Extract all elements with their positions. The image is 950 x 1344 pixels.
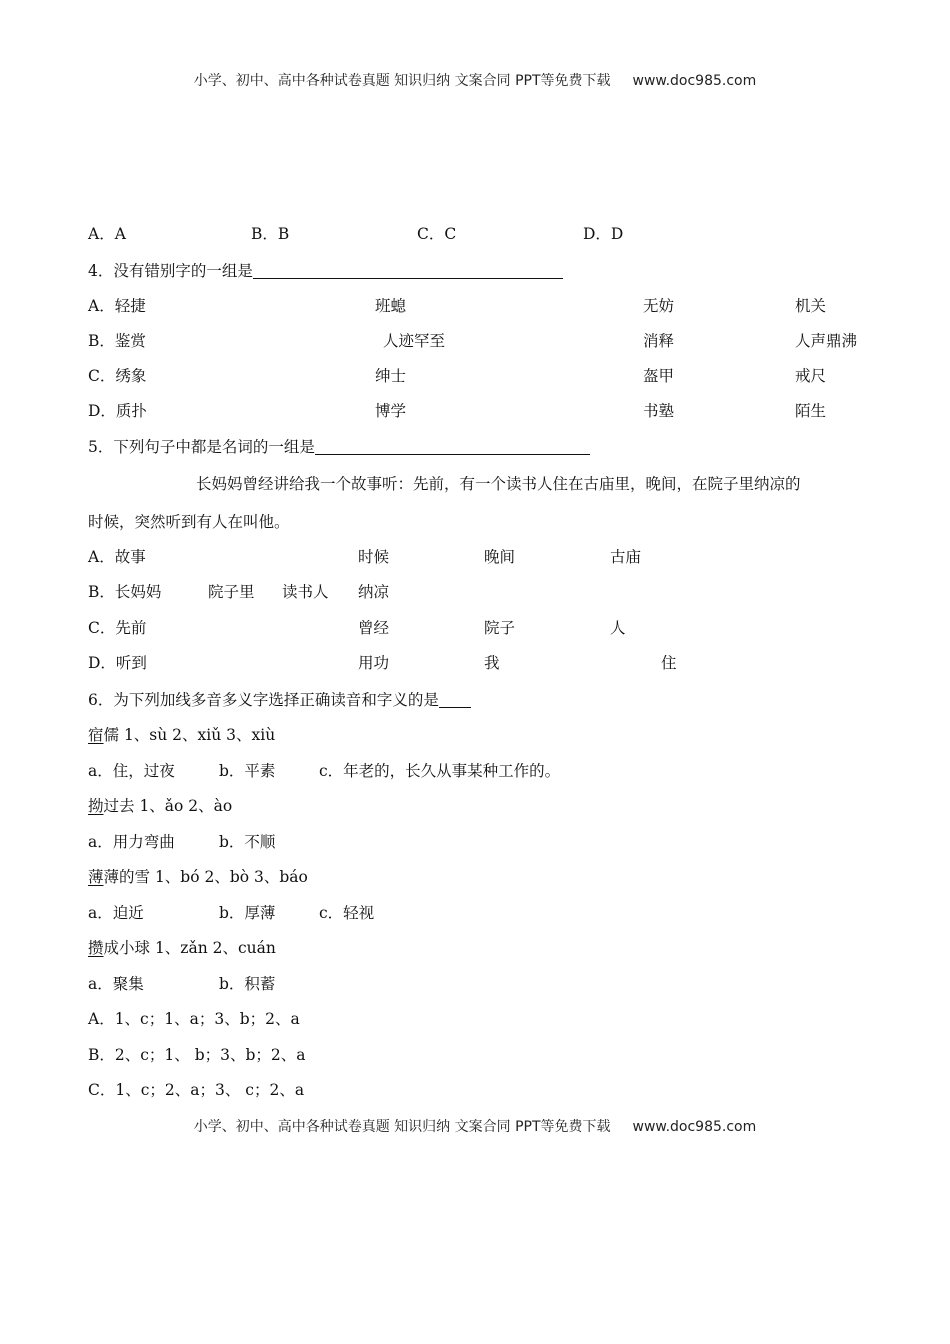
q6-answer-blank [439, 691, 471, 708]
q4-answer-blank [253, 262, 563, 279]
q3-option-b: B．B [251, 225, 290, 243]
q6-option-c: C．1、c；2、a；3、 c；2、a [88, 1081, 305, 1099]
header-site-link[interactable]: www.doc985.com [632, 73, 757, 89]
q6-item-4-char: 攒 [88, 939, 104, 957]
q5-passage-line1: 长妈妈曾经讲给我一个故事听：先前，有一个读书人住在古庙里，晚间，在院子里纳凉的 [196, 475, 801, 493]
q3-option-a: A．A [88, 225, 126, 243]
footer-text: 小学、初中、高中各种试卷真题 知识归纳 文案合同 PPT等免费下载 [193, 1119, 611, 1135]
q3-option-c: C．C [417, 225, 457, 243]
q6-item-1: 宿儒 1、sù 2、xiǔ 3、xiù [88, 726, 276, 744]
q6-option-b: B．2、c；1、 b；3、b；2、a [88, 1046, 306, 1064]
q3-option-d: D．D [583, 225, 624, 243]
q6-item-3: 薄薄的雪 1、bó 2、bò 3、báo [88, 868, 308, 886]
q4-prompt: 4．没有错别字的一组是 [88, 259, 563, 281]
q6-item-4: 攒成小球 1、zǎn 2、cuán [88, 939, 276, 957]
q6-item-1-char: 宿 [88, 726, 104, 744]
q5-passage-line2: 时候，突然听到有人在叫他。 [88, 513, 290, 531]
footer-site-link[interactable]: www.doc985.com [632, 1119, 757, 1135]
q6-prompt: 6．为下列加线多音多义字选择正确读音和字义的是 [88, 688, 471, 710]
q5-answer-blank [315, 438, 590, 455]
q6-item-3-char: 薄 [88, 868, 104, 886]
page-footer [0, 1116, 950, 1136]
q5-prompt: 5．下列句子中都是名词的一组是 [88, 435, 590, 457]
q6-item-2: 拗过去 1、ǎo 2、ào [88, 797, 233, 815]
page-header [0, 70, 950, 90]
q6-item-2-char: 拗 [88, 797, 104, 815]
header-text: 小学、初中、高中各种试卷真题 知识归纳 文案合同 PPT等免费下载 [193, 73, 611, 89]
q6-option-a: A．1、c；1、a；3、b；2、a [88, 1010, 300, 1028]
